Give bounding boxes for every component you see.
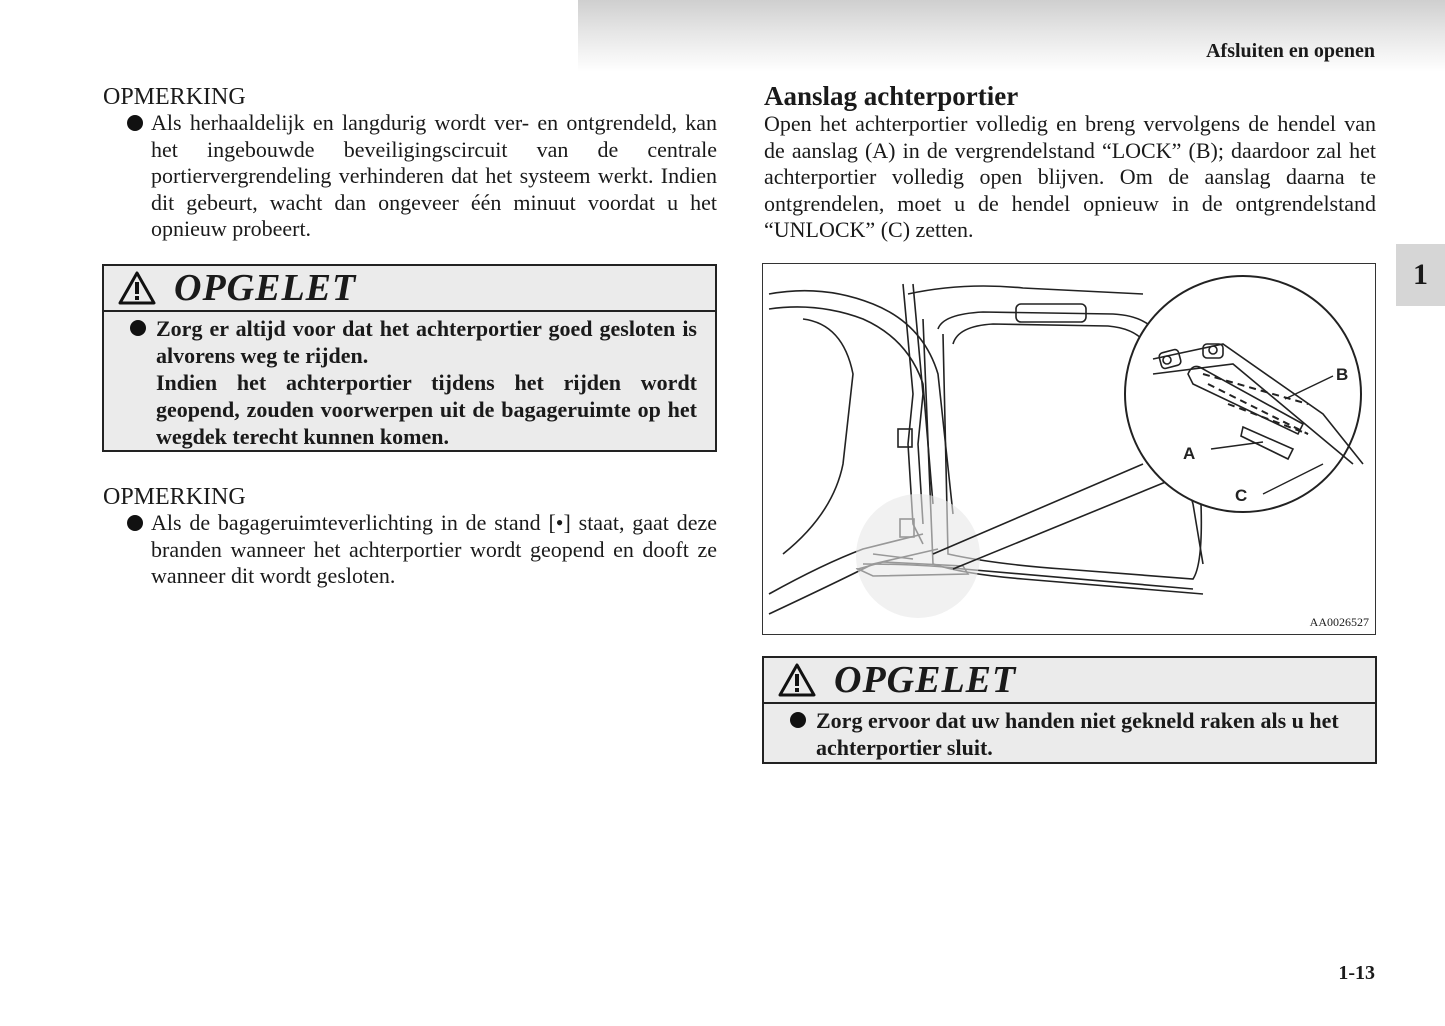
caution-title: OPGELET <box>174 267 357 309</box>
section-heading: Aanslag achterportier <box>764 81 1019 111</box>
chapter-tab[interactable]: 1 <box>1396 244 1445 306</box>
label-c: C <box>1235 486 1248 505</box>
warning-triangle-icon <box>778 663 816 697</box>
caution-body <box>104 312 715 454</box>
note-label: OPMERKING <box>103 84 246 110</box>
tailgate-stopper-figure <box>762 263 1376 635</box>
section-body: Open het achterportier volledig en breng vervolgens de hendel van de aanslag (A) in de vergrendelstand “LOCK” (B); daardoor zal het achterportier volledig open blijven. Om de aanslag daarna te ontgrendelen, moet u de hendel opnieuw in de ontgrendelstand “UNLOCK” (C) zetten. <box>764 111 1376 242</box>
caution-header <box>764 658 1375 704</box>
caution-box-1 <box>102 264 717 452</box>
caution-title: OPGELET <box>834 659 1017 701</box>
warning-triangle-icon <box>118 271 156 305</box>
note-bullet <box>103 110 717 243</box>
bullet-icon <box>127 115 143 131</box>
caution-line-1: Zorg ervoor dat uw handen niet gekneld raken als u het achterportier sluit. <box>816 708 1339 760</box>
figure-code: AA0026527 <box>1309 615 1369 629</box>
note-2 <box>103 484 717 590</box>
bullet-icon <box>130 320 146 336</box>
note-bullet <box>103 510 717 590</box>
page-number: 1-13 <box>1338 962 1375 984</box>
caution-body <box>764 704 1375 765</box>
label-a: A <box>1183 444 1196 463</box>
bullet-icon <box>790 712 806 728</box>
caution-line-1: Zorg er altijd voor dat het achterportier goed gesloten is alvorens weg te rijden. <box>156 316 697 368</box>
note-text: Als de bagageruimteverlichting in de stand [•] staat, gaat deze branden wanneer het achterportier wordt geopend en dooft ze wanneer dit wordt gesloten. <box>151 510 717 588</box>
bullet-icon <box>127 515 143 531</box>
tailgate-illustration <box>763 264 1375 634</box>
caution-box-2 <box>762 656 1377 764</box>
note-text: Als herhaaldelijk en langdurig wordt ver- en ontgrendeld, kan het ingebouwde beveiligingscircuit van de centrale portiervergrendeling verhinderen dat het systeem werkt. Indien dit gebeurt, wacht dan ongeveer één minuut voordat u het opnieuw probeert. <box>151 110 717 241</box>
note-label: OPMERKING <box>103 484 246 510</box>
caution-line-2: Indien het achterportier tijdens het rijden wordt geopend, zouden voorwerpen uit de bagageruimte op het wegdek terecht kunnen komen. <box>156 370 697 449</box>
section-title: Afsluiten en openen <box>1206 40 1375 62</box>
note-1 <box>103 84 717 243</box>
caution-header <box>104 266 715 312</box>
tailgate-stopper-section <box>764 81 1376 244</box>
label-b: B <box>1336 365 1349 384</box>
